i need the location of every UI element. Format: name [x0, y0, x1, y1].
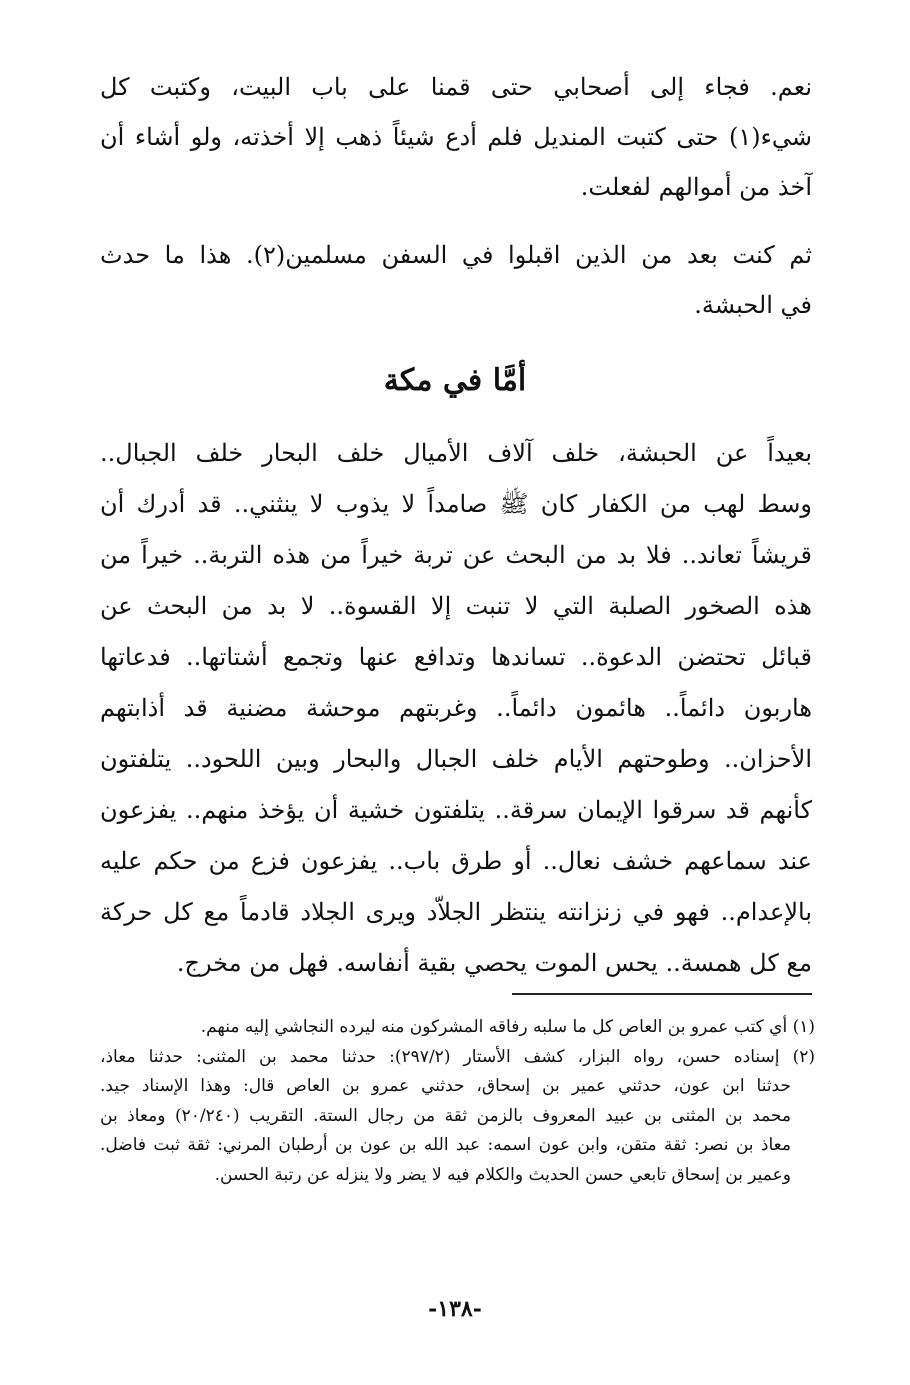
footnote-2-line: محمد بن المثنى بن عبيد المعروف بالزمن ثقة من رجال الستة. التقريب (٢٠/٢٤٠) ومعاذ بن — [100, 1105, 791, 1126]
paragraph-1 — [100, 62, 812, 212]
paragraph-3-line: وسط لهب من الكفار كان ﷺ صامداً لا يذوب لا ينثني.. قد أدرك أن — [100, 490, 812, 518]
paragraph-3-line: مع كل همسة.. يحس الموت يحصي بقية أنفاسه. فهل من مخرج. — [176, 949, 812, 977]
footnote-2-line: وعمير بن إسحاق تابعي حسن الحديث والكلام فيه لا يضر ولا ينزله عن رتبة الحسن. — [214, 1164, 791, 1185]
footnote-separator — [512, 993, 812, 995]
section-heading: أمَّا في مكة — [383, 363, 527, 398]
paragraph-3-line: بعيداً عن الحبشة، خلف آلاف الأميال خلف البحار خلف الجبال.. — [100, 439, 813, 467]
paragraph-1-line: آخذ من أموالهم لفعلت. — [580, 173, 812, 201]
paragraph-3 — [100, 428, 812, 989]
paragraph-3-line: الأحزان.. وطوحتهم الأيام خلف الجبال والبحار وبين اللحود.. يتلفتون — [100, 745, 812, 773]
footnote-2-line: حدثنا ابن عون، حدثني عمير بن إسحاق، حدثني عمرو بن العاص قال: وهذا الإسناد جيد. — [100, 1076, 791, 1096]
paragraph-1-line: نعم. فجاء إلى أصحابي حتى قمنا على باب البيت، وكتبت كل — [100, 73, 812, 101]
footnote-1: (١) أي كتب عمرو بن العاص كل ما سلبه رفاقه المشركون منه ليرده النجاشي إليه منهم. — [200, 1017, 815, 1037]
paragraph-1-line: شيء(١) حتى كتبت المنديل فلم أدع شيئاً ذهب إلا أخذته، ولو أشاء أن — [100, 123, 812, 151]
paragraph-3-line: هذه الصخور الصلبة التي لا تنبت إلا القسوة.. لا بد من البحث عن — [100, 592, 812, 620]
paragraph-3-line: كأنهم قد سرقوا الإيمان سرقة.. يتلفتون خشية أن يؤخذ منهم.. يفزعون — [100, 796, 812, 824]
paragraph-3-line: قريشاً تعاند.. فلا بد من البحث عن تربة خيراً من هذه التربة.. خيراً من — [100, 541, 812, 569]
paragraph-2 — [100, 230, 812, 330]
paragraph-2-line: ثم كنت بعد من الذين اقبلوا في السفن مسلمين(٢). هذا ما حدث — [100, 241, 812, 269]
paragraph-3-line: هاربون دائماً.. هائمون دائماً.. وغربتهم موحشة مضنية قد أذابتهم — [100, 694, 812, 722]
footnotes — [100, 1013, 815, 1190]
paragraph-2-line: في الحبشة. — [694, 291, 812, 319]
paragraph-3-line: بالإعدام.. فهو في زنزانته ينتظر الجلاّد ويرى الجلاد قادماً مع كل حركة — [100, 898, 812, 926]
paragraph-3-line: عند سماعهم خشف نعال.. أو طرق باب.. يفزعون فزع من حكم عليه — [100, 847, 812, 875]
footnote-2-line: معاذ بن نصر: ثقة متقن، وابن عون اسمه: عبد الله بن عون بن أرطبان المرني: ثقة ثبت فاضل. — [100, 1135, 791, 1155]
paragraph-3-line: قبائل تحتضن الدعوة.. تساندها وتدافع عنها وتجمع أشتاتها.. فدعاتها — [100, 643, 812, 671]
footnote-2-line: (٢) إسناده حسن، رواه البزار، كشف الأستار (٢٩٧/٢): حدثنا محمد بن المثنى: حدثنا معاذ، — [100, 1046, 815, 1067]
page-number: -١٣٨- — [428, 1296, 482, 1322]
